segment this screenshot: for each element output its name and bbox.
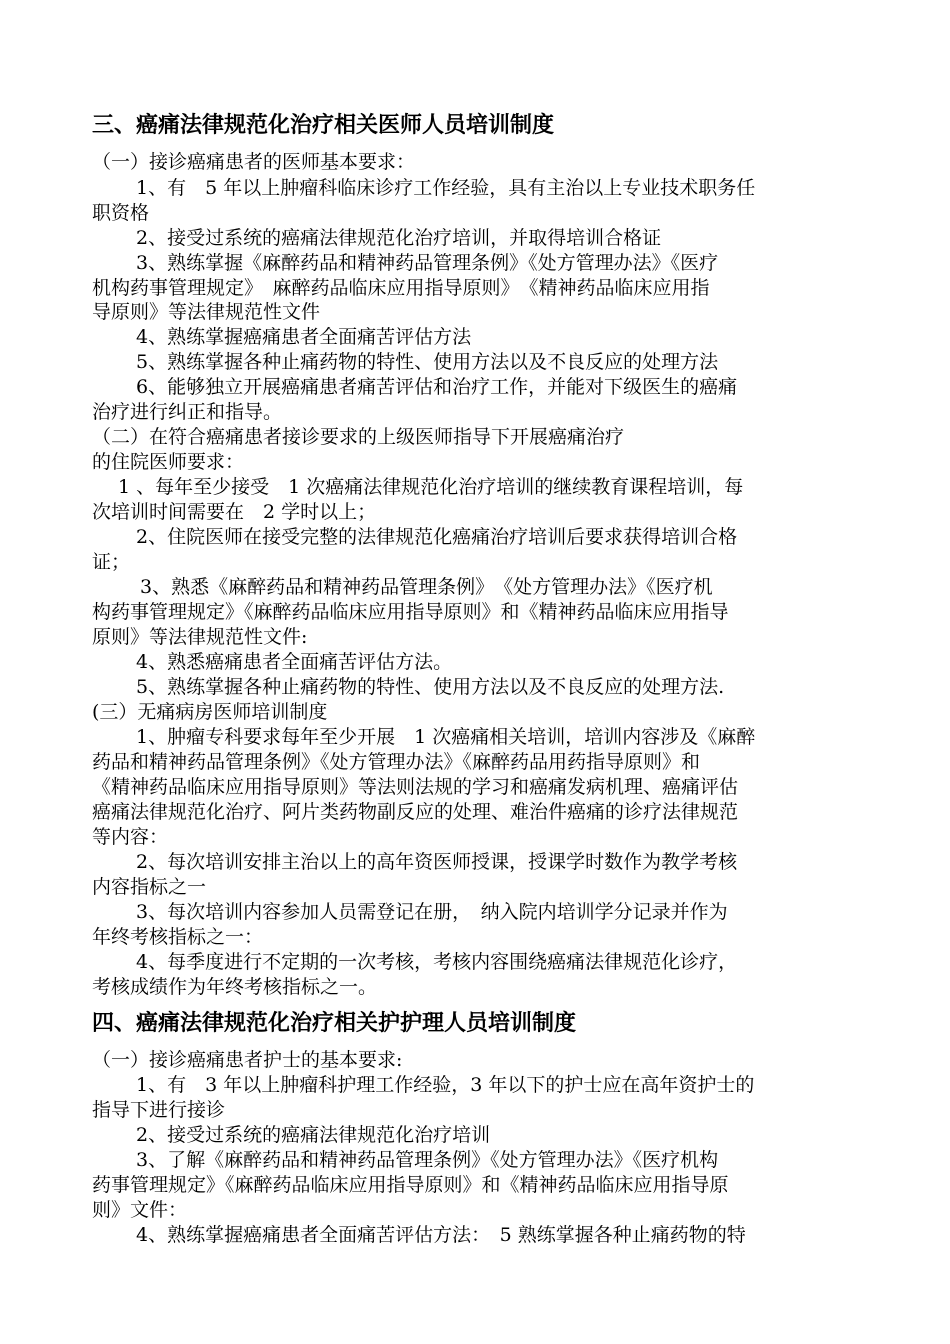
s4-line: 3、了解《麻醉药品和精神药品管理条例》《处方管理办法》《医疗机构 <box>136 1149 719 1171</box>
s4-line: 2、接受过系统的癌痛法律规范化治疗培训 <box>136 1124 491 1146</box>
s3-line: 考核成绩作为年终考核指标之一。 <box>92 976 378 998</box>
s3-line: 的住院医师要求： <box>92 451 245 473</box>
s3-line: 癌痛法律规范化治疗、阿片类药物副反应的处理、难治件癌痛的诊疗法律规范 <box>92 801 739 823</box>
s3-line: 2、接受过系统的癌痛法律规范化治疗培训，并取得培训合格证 <box>136 227 662 249</box>
s3-line: 年终考核指标之一： <box>92 926 264 948</box>
s3-line: 2、住院医师在接受完整的法律规范化癌痛治疗培训后要求获得培训合格 <box>136 526 738 548</box>
s3-line: 导原则》等法律规范性文件 <box>92 301 321 323</box>
s4-line: 指导下进行接诊 <box>92 1099 226 1121</box>
s3-line: 1、肿瘤专科要求每年至少开展 1 次癌痛相关培训，培训内容涉及《麻醉 <box>136 726 756 748</box>
s3-line: 药品和精神药品管理条例》《处方管理办法》《麻醉药品用药指导原则》和 <box>92 751 701 773</box>
s4-line: 药事管理规定》《麻醉药品临床应用指导原则》和《精神药品临床应用指导原 <box>92 1174 729 1196</box>
s3-line: 4、熟练掌握癌痛患者全面痛苦评估方法 <box>136 326 472 348</box>
s3-line: 次培训时间需要在 2 学时以上； <box>92 501 377 523</box>
s4-line: 1、有 3 年以上肿瘤科护理工作经验，3 年以下的护士应在高年资护士的 <box>136 1074 755 1096</box>
section4-heading: 四、癌痛法律规范化治疗相关护护理人员培训制度 <box>92 1011 577 1036</box>
s4-line: 4、熟练掌握癌痛患者全面痛苦评估方法： 5 熟练掌握各种止痛药物的特 <box>136 1224 746 1246</box>
s3-line: 内容指标之一 <box>92 876 207 898</box>
s4-line: 则》文件： <box>92 1199 188 1221</box>
s3-line: 证； <box>92 551 131 573</box>
s3-subheading-3: (三）无痛病房医师培训制度 <box>92 701 328 723</box>
s3-subheading-1: （一）接诊癌痛患者的医师基本要求： <box>92 151 416 173</box>
s3-line: 2、每次培训安排主治以上的高年资医师授课，授课学时数作为教学考核 <box>136 851 738 873</box>
s3-line: 6、能够独立开展癌痛患者痛苦评估和治疗工作，并能对下级医生的癌痛 <box>136 376 738 398</box>
s3-line: 构药事管理规定》《麻醉药品临床应用指导原则》和《精神药品临床应用指导 <box>92 601 729 623</box>
s3-line: 职资格 <box>92 202 150 224</box>
s3-line: 等内容： <box>92 826 169 848</box>
section3-heading: 三、癌痛法律规范化治疗相关医师人员培训制度 <box>92 113 555 138</box>
s3-line: 3、熟练掌握《麻醉药品和精神药品管理条例》《处方管理办法》《医疗 <box>136 252 719 274</box>
s3-line: 机构药事管理规定》 麻醉药品临床应用指导原则》 《精神药品临床应用指 <box>92 277 710 299</box>
s3-line: 4、熟悉癌痛患者全面痛苦评估方法。 <box>136 651 453 673</box>
s3-line: 治疗进行纠正和指导。 <box>92 401 283 423</box>
s3-line: 3、熟悉《麻醉药品和精神药品管理条例》 《处方管理办法》《医疗机 <box>140 576 713 598</box>
s3-line: 1 、每年至少接受 1 次癌痛法律规范化治疗培训的继续教育课程培训，每 <box>118 476 744 498</box>
s3-line: 4、每季度进行不定期的一次考核，考核内容围绕癌痛法律规范化诊疗， <box>136 951 738 973</box>
s4-subheading-1: （一）接诊癌痛患者护士的基本要求: <box>92 1049 403 1071</box>
s3-line: 5、熟练掌握各种止痛药物的特性、使用方法以及不良反应的处理方法. <box>136 676 725 698</box>
s3-line: 3、每次培训内容参加人员需登记在册， 纳入院内培训学分记录并作为 <box>136 901 728 923</box>
s3-line: 1、有 5 年以上肿瘤科临床诊疗工作经验，具有主治以上专业技术职务任 <box>136 177 756 199</box>
s3-line: 5、熟练掌握各种止痛药物的特性、使用方法以及不良反应的处理方法 <box>136 351 719 373</box>
s3-subheading-2: （二）在符合癌痛患者接诊要求的上级医师指导下开展癌痛治疗 <box>92 426 625 448</box>
s3-line: 原则》等法律规范性文件: <box>92 626 308 648</box>
s3-line: 《精神药品临床应用指导原则》等法则法规的学习和癌痛发病机理、癌痛评估 <box>92 776 739 798</box>
